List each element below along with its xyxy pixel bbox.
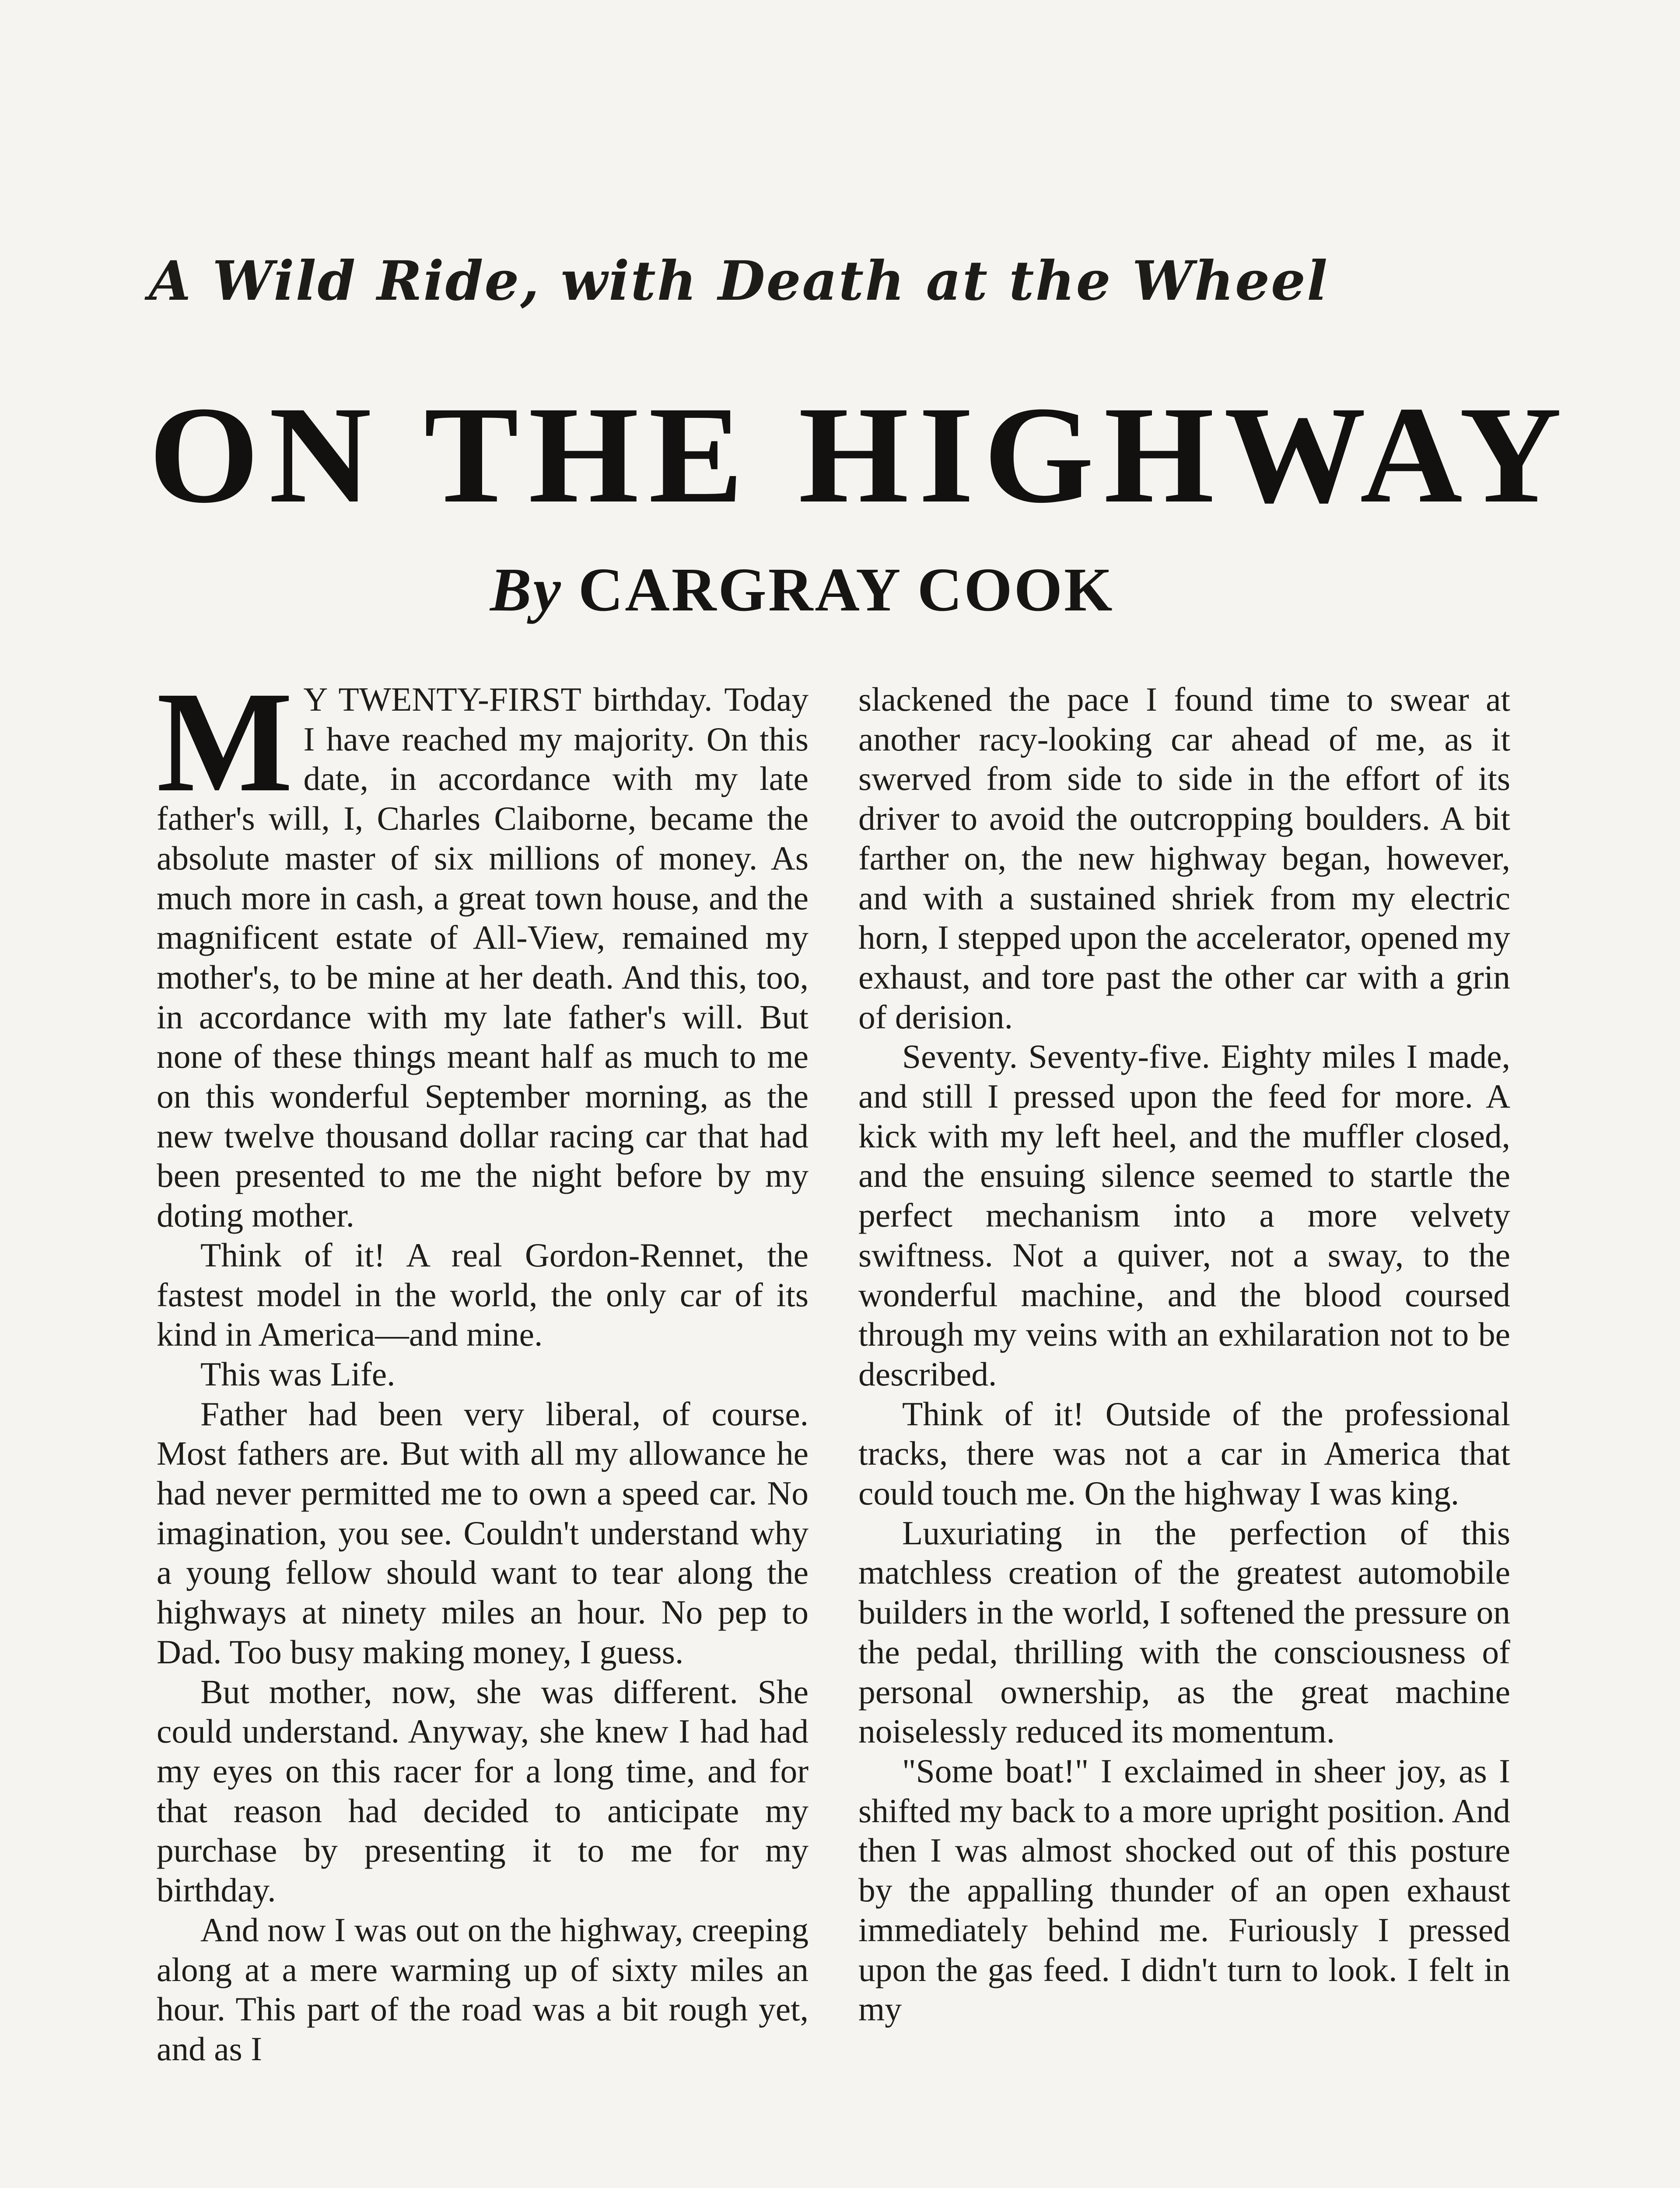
article-title: ON THE HIGHWAY	[149, 378, 1572, 532]
paragraph-text: Y TWENTY-FIRST birthday. Today I have reached my majority. On this date, in accordance with my late father's will, I, Charles Claiborne, became the absolute master of six millions of money. As much more in cash, a great town house, and the magnificent estate of All-View, remained my mother's, to be mine at her death. And this, too, in accordance with my late father's will. But none of these things meant half as much to me on this wonderful September morning, as the new twelve thousand dollar racing car that had been presented to me the night before by my doting mother.	[157, 680, 808, 1234]
paragraph: Think of it! Outside of the professional tracks, there was not a car in America that could touch me. On the highway I was king.	[858, 1395, 1510, 1512]
paragraph: Seventy. Seventy-five. Eighty miles I made, and still I pressed upon the feed for more. A kick with my left heel, and the muffler closed, and the ensuing silence seemed to startle the perfect mechanism into a more velvety swiftness. Not a quiver, not a sway, to the wonderful machine, and the blood coursed through my veins with an exhilaration not to be described.	[858, 1038, 1510, 1393]
paragraph: Think of it! A real Gordon-Rennet, the fastest model in the world, the only car of its kind in America—and mine.	[157, 1236, 808, 1353]
byline-author: CARGRAY COOK	[578, 555, 1114, 624]
paragraph: But mother, now, she was different. She could understand. Anyway, she knew I had had my eyes on this racer for a long time, and for that reason had decided to anticipate my purchase by presenting it to me for my birthday.	[157, 1673, 808, 1909]
byline-by: By	[490, 555, 563, 624]
paragraph: This was Life.	[200, 1355, 396, 1393]
article-column-right	[858, 680, 1510, 2029]
article-column-left	[157, 662, 808, 2069]
paragraph: And now I was out on the highway, creeping along at a mere warming up of sixty miles an hour. This part of the road was a bit rough yet, and as I	[157, 1911, 808, 2068]
paragraph: slackened the pace I found time to swear at another racy-looking car ahead of me, as it swerved from side to side in the effort of its driver to avoid the outcropping boulders. A bit farther on, the new highway began, however, and with a sustained shriek from my electric horn, I stepped upon the accelerator, opened my exhaust, and tore past the other car with a grin of derision.	[858, 680, 1510, 1036]
paragraph: "Some boat!" I exclaimed in sheer joy, as I shifted my back to a more upright position. And then I was almost shocked out of this posture by the appalling thunder of an open exhaust immediately behind me. Furiously I pressed upon the gas feed. I didn't turn to look. I felt in my	[858, 1752, 1510, 2028]
byline	[490, 554, 1234, 625]
paragraph	[157, 662, 808, 1235]
article-kicker: A Wild Ride, with Death at the Wheel	[149, 249, 1329, 313]
drop-cap: M	[157, 662, 293, 822]
paragraph: Luxuriating in the perfection of this matchless creation of the greatest automobile builders in the world, I softened the pressure on the pedal, thrilling with the consciousness of personal ownership, as the great machine noiselessly reduced its momentum.	[858, 1514, 1510, 1750]
paragraph: Father had been very liberal, of course. Most fathers are. But with all my allowance he had never permitted me to own a speed car. No imagination, you see. Couldn't understand why a young fellow should want to tear along the highways at ninety miles an hour. No pep to Dad. Too busy making money, I guess.	[157, 1395, 808, 1671]
